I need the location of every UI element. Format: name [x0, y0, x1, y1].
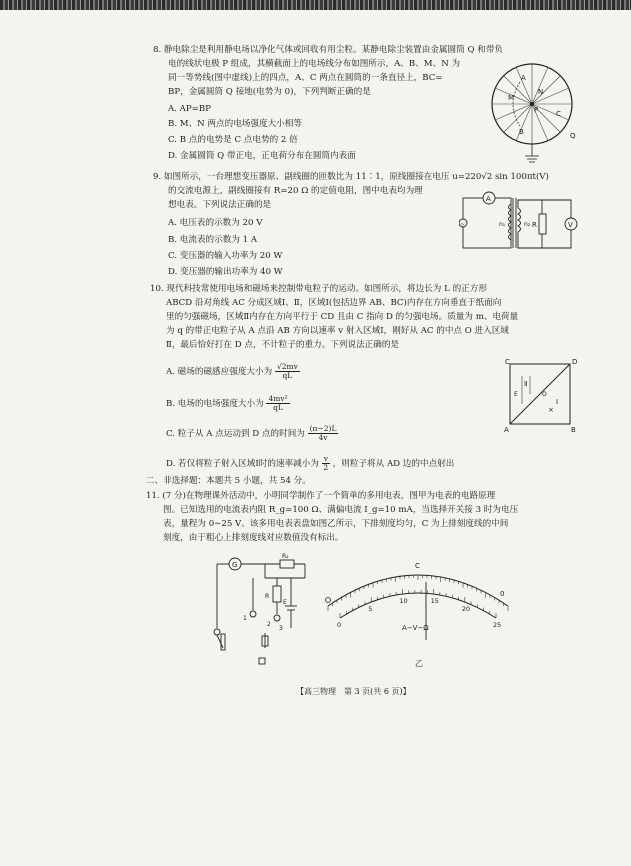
q10-label: E: [514, 391, 518, 398]
q9-option-c: C. 变压器的输入功率为 20 W: [168, 251, 283, 261]
fraction-denominator: 4v: [318, 433, 328, 442]
fraction-denominator: 2: [323, 463, 329, 472]
q9-option-b: B. 电流表的示数为 1 A: [168, 235, 258, 245]
dial-caption: 乙: [415, 659, 423, 668]
q8-label: M: [508, 94, 515, 102]
dial-bottom-scale-label: 10: [399, 597, 408, 605]
fraction-denominator: qL: [282, 371, 293, 380]
fraction-numerator: (π−2)L: [309, 424, 337, 433]
q9-label: ~: [460, 221, 466, 228]
q11-circuit-label: 1: [243, 615, 247, 622]
q8-label: N: [538, 88, 544, 96]
dial-right-zero: 0: [500, 590, 505, 598]
q8-line: 电的线状电极 P 组成，其横截面上的电场线分布如图所示，A、B、M、N 为: [168, 59, 461, 69]
q10-label: Ⅰ: [556, 398, 559, 406]
q10-option-c: [166, 425, 338, 442]
q10-option-c-text: C. 粒子从 A 点运动到 D 点的时间为: [166, 429, 305, 439]
q10-option-d-fraction: [322, 455, 330, 472]
q9-line: 想电表。下列说法正确的是: [168, 200, 272, 210]
q9-label: A: [486, 195, 491, 203]
q11-circuit-label: E: [283, 599, 287, 606]
q9-label: R: [532, 221, 537, 229]
q9-option-d: D. 变压器的输出功率为 40 W: [168, 267, 283, 277]
q10-label: C: [505, 358, 510, 366]
q8-option-a: A. AP=BP: [168, 104, 211, 114]
q8-field-figure: [486, 58, 582, 166]
q11-circuit-label: 2: [267, 621, 271, 628]
q8-label: A: [521, 74, 526, 82]
q8-option-c: C. B 点的电势是 C 点电势的 2 倍: [168, 135, 298, 145]
q10-option-b: [166, 395, 290, 412]
q8-label: B: [519, 128, 524, 136]
q9-label: n₁: [499, 221, 506, 228]
q8-label: C: [556, 110, 561, 118]
q9-transformer-figure: [459, 190, 579, 258]
q10-option-c-fraction: [308, 425, 339, 442]
fraction-numerator: √2mv: [276, 362, 298, 371]
q10-label: D: [572, 358, 578, 366]
q9-label: n₂: [524, 221, 531, 228]
q9-line: 9. 如图所示，一台理想变压器原、副线圈的匝数比为 11∶1，原线圈接在电压 u=220√2 sin 100πt(V): [153, 172, 549, 182]
q8-line: BP，金属圆筒 Q 接地(电势为 0)，下列判断正确的是: [168, 87, 371, 97]
scan-top-band: [0, 0, 631, 10]
q10-line: 为 q 的带正电粒子从 A 点沿 AB 方向以速率 v 射入区域Ⅰ，刚好从 AC 的中点 O 进入区域: [166, 326, 509, 336]
q10-option-d-text: D. 若仅将粒子射入区域Ⅰ时的速率减小为: [166, 459, 319, 469]
q11-circuit-label: R₂: [282, 553, 289, 560]
q11-line: 图。已知选用的电流表内阻 R_g=100 Ω、满偏电流 I_g=10 mA，当选择开关接 3 时为电压: [163, 505, 519, 515]
q10-line: 10. 现代科技常使用电场和磁场来控制带电粒子的运动。如图所示，将边长为 L 的正方形: [150, 284, 487, 294]
dial-bottom-scale-label: 20: [461, 605, 471, 613]
q10-line: 里的匀强磁场，区域Ⅱ内存在方向平行于 CD 且由 C 指向 D 的匀强电场。质量为 m、电荷量: [166, 312, 519, 322]
q10-option-d: [166, 455, 454, 472]
q10-label: Ⅱ: [524, 380, 528, 388]
q11-line: 11. (7 分)在物理课外活动中，小明同学制作了一个简单的多用电表，图甲为电表的电路原理: [146, 491, 496, 501]
q10-square-figure: [500, 356, 580, 436]
fraction-numerator: 4mv²: [268, 394, 288, 403]
q11-circuit-label: G: [232, 561, 238, 569]
fraction-numerator: v: [323, 454, 328, 463]
q10-label: A: [504, 426, 509, 434]
dial-bottom-scale-label: 0: [337, 621, 342, 629]
dial-bottom-scale-label: 15: [430, 597, 439, 605]
q9-option-a: A. 电压表的示数为 20 V: [168, 218, 263, 228]
q11-meter-dial-figure: [318, 554, 518, 674]
fraction-denominator: qL: [273, 403, 283, 412]
q10-option-a-text: A. 磁场的磁感应强度大小为: [166, 367, 273, 377]
q8-option-b: B. M、N 两点的电场强度大小相等: [168, 119, 302, 129]
q10-option-b-text: B. 电场的电场强度大小为: [166, 399, 264, 409]
section-2-heading: 二、非选择题：本题共 5 小题，共 54 分。: [146, 476, 311, 486]
q8-line: 同一等势线(图中虚线)上的四点，A、C 两点在圆筒的一条直径上，BC=: [168, 73, 443, 83]
q11-circuit-figure: [205, 548, 315, 668]
q11-line: 刻度，由于粗心上排刻度线对应数值没有标出。: [163, 533, 344, 543]
dial-bottom-scale-label: 25: [493, 621, 502, 629]
q8-option-d: D. 金属圆筒 Q 带正电，正电荷分布在圆筒内表面: [168, 151, 356, 161]
page-footer: 【高三物理 第 3 页(共 6 页)】: [296, 687, 411, 696]
dial-bottom-scale-label: 5: [368, 605, 373, 613]
q9-label: V: [568, 221, 573, 229]
q10-option-a: [166, 363, 300, 380]
q10-line: ABCD 沿对角线 AC 分成区域Ⅰ、Ⅱ，区域Ⅰ(包括边界 AB、BC)内存在方向垂直于纸面向: [166, 298, 502, 308]
q9-line: 的交流电源上，副线圈接有 R=20 Ω 的定值电阻，图中电表均为理: [168, 186, 423, 196]
q11-circuit-label: R: [265, 593, 270, 600]
q10-option-d-suffix: ，则粒子将从 AD 边的中点射出: [332, 459, 455, 469]
q8-label: P: [534, 106, 539, 114]
q10-line: Ⅱ，最后恰好打在 D 点，不计粒子的重力。下列说法正确的是: [166, 340, 400, 350]
q11-line: 表，量程为 0∼25 V。该多用电表表盘如图乙所示，下排刻度均匀，C 为上排刻度线的中间: [163, 519, 509, 529]
q8-label: Q: [570, 132, 576, 140]
q10-option-a-fraction: [275, 363, 300, 380]
q8-line: 8. 静电除尘是利用静电场以净化气体或回收有用尘粒。某静电除尘装置由金属圆筒 Q 和带负: [153, 45, 504, 55]
q10-option-b-fraction: [266, 395, 289, 412]
dial-mode-mark: A−V−Ω: [402, 624, 429, 632]
q11-circuit-label: 3: [279, 625, 283, 632]
dial-c-label: C: [415, 562, 420, 570]
q10-label: B: [571, 426, 576, 434]
q10-label: ×: [548, 406, 554, 414]
q10-label: O: [542, 391, 547, 398]
